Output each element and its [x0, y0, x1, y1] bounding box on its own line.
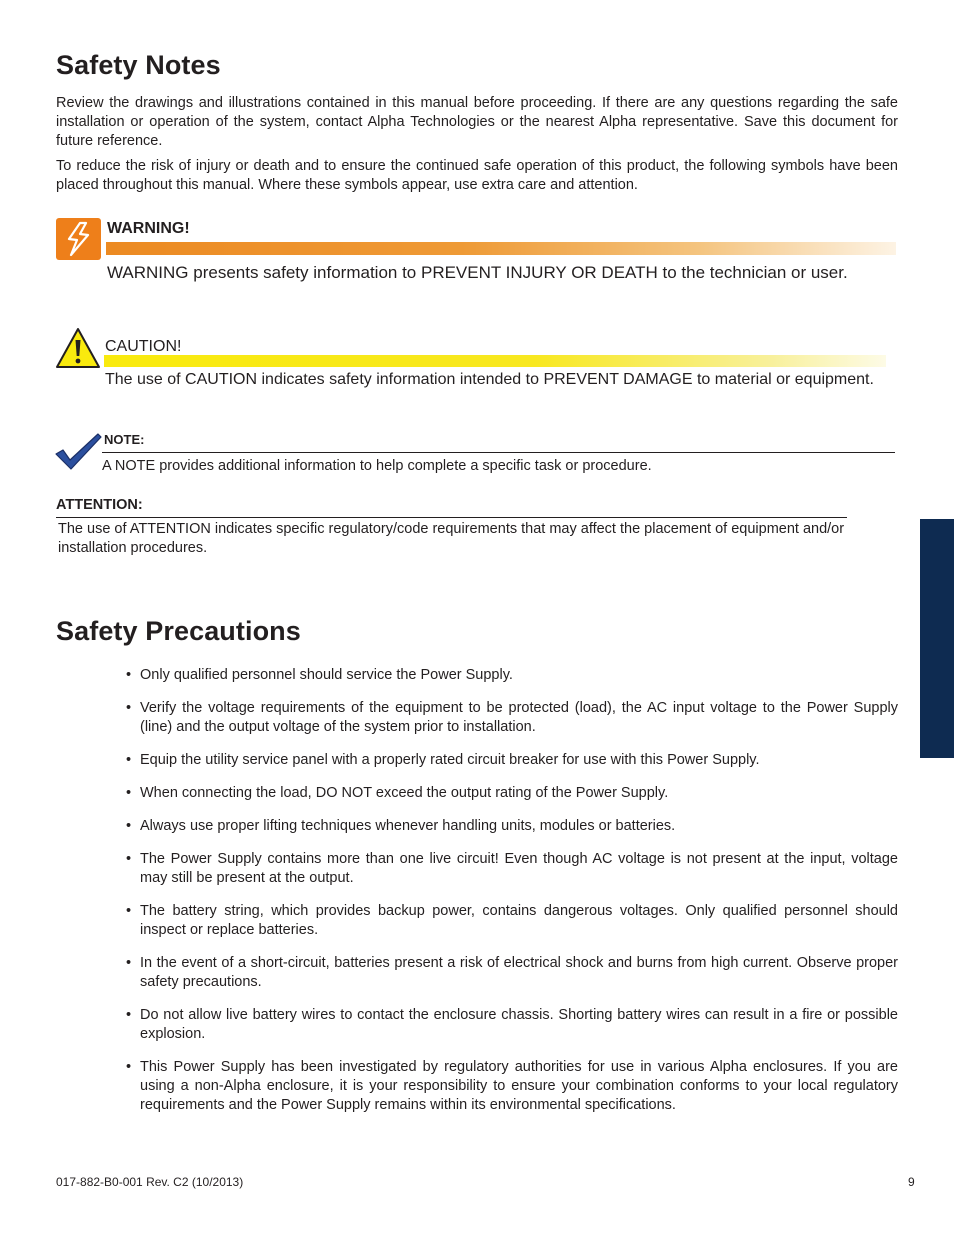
list-item: • Always use proper lifting techniques whenever handling units, modules or batteries. [126, 818, 676, 834]
list-item: • The Power Supply contains more than one live circuit! Even though AC voltage is not present at the input, voltage may still be present at the output. [126, 851, 898, 886]
bullet: • [126, 785, 132, 801]
bullet: • [126, 955, 132, 971]
list-item: • Do not allow live battery wires to contact the enclosure chassis. Shorting battery wires can result in a fire or possible explosion. [126, 1007, 898, 1042]
section-side-tab [920, 519, 954, 758]
note-rule [102, 452, 895, 453]
list-item: • The battery string, which provides backup power, contains dangerous voltages. Only qualified personnel should inspect or replace batteries. [126, 903, 898, 938]
intro-paragraph-1: Review the drawings and illustrations contained in this manual before proceeding. If there are any questions regarding the safe installation or operation of the system, contact Alpha Technologies or the nearest Alpha representative. Save this document for future reference. [56, 95, 898, 149]
lightning-warning-icon [56, 218, 101, 260]
safety-precautions-title: Safety Precautions [56, 616, 301, 646]
caution-bar [104, 355, 886, 367]
bullet: • [126, 903, 132, 919]
bullet: • [126, 1007, 132, 1023]
caution-label: CAUTION! [105, 338, 182, 355]
attention-rule [56, 517, 847, 518]
warning-label: WARNING! [107, 220, 190, 237]
safety-notes-title: Safety Notes [56, 50, 221, 80]
list-item: • In the event of a short-circuit, batteries present a risk of electrical shock and burns from high current. Observe proper safety precautions. [126, 955, 898, 990]
warning-text: WARNING presents safety information to PREVENT INJURY OR DEATH to the technician or user. [107, 263, 848, 282]
bullet: • [126, 1059, 132, 1075]
attention-label: ATTENTION: [56, 497, 143, 513]
bullet: • [126, 818, 132, 834]
list-item: • When connecting the load, DO NOT exceed the output rating of the Power Supply. [126, 785, 669, 801]
bullet: • [126, 851, 132, 867]
list-item: • Only qualified personnel should service the Power Supply. [126, 667, 513, 683]
note-label: NOTE: [104, 432, 145, 447]
exclamation-triangle-icon [55, 327, 101, 370]
footer-page-number: 9 [908, 1175, 915, 1189]
bullet: • [126, 752, 132, 768]
warning-bar [106, 242, 896, 255]
bullet: • [126, 700, 132, 716]
precautions-list [122, 666, 898, 1129]
footer-doc-number: 017-882-B0-001 Rev. C2 (10/2013) [56, 1175, 244, 1189]
list-item: • Verify the voltage requirements of the equipment to be protected (load), the AC input voltage to the Power Supply (line) and the output voltage of the system prior to installation. [126, 700, 898, 735]
note-text: A NOTE provides additional information to help complete a specific task or procedure. [102, 458, 652, 474]
list-item: • Equip the utility service panel with a properly rated circuit breaker for use with this Power Supply. [126, 752, 760, 768]
caution-text: The use of CAUTION indicates safety information intended to PREVENT DAMAGE to material or equipment. [105, 371, 874, 388]
checkmark-icon [54, 432, 102, 472]
intro-paragraph-2: To reduce the risk of injury or death and to ensure the continued safe operation of this product, the following symbols have been placed throughout this manual. Where these symbols appear, use extra care and attention. [56, 158, 898, 193]
attention-text: The use of ATTENTION indicates specific regulatory/code requirements that may affect the placement of equipment and/or installation procedures. [58, 521, 845, 556]
bullet: • [126, 667, 132, 683]
list-item: • This Power Supply has been investigated by regulatory authorities for use in various Alpha enclosures. If you are using a non-Alpha enclosure, it is your responsibility to ensure your combination conforms to your local regulatory requirements and the Power Supply remains within its environmental specifications. [126, 1059, 898, 1113]
